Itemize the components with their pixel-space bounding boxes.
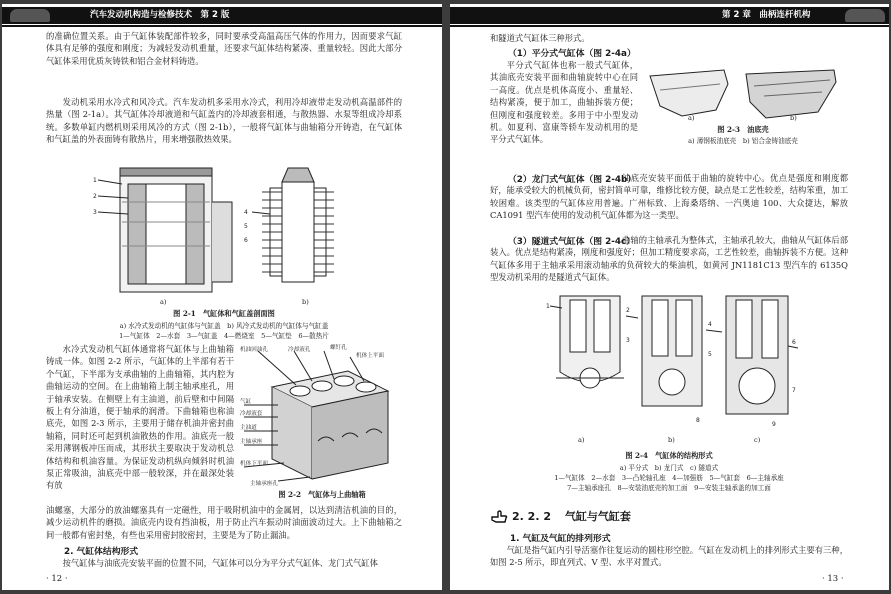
fig21-sub-a: a) [160, 298, 167, 306]
paragraph: 水冷式发动机气缸体通常将气缸体与上曲轴箱铸成一体。如图 2-2 所示，气缸体的上半部有若干个气缸，下半部为支承曲轴的上曲轴箱，其内腔为曲轴运动的空间。在上曲轴箱上制主轴承座孔，用于轴承安装。在侧壁上有主油道，前后壁和中间隔板上有分油道，便于轴承的润滑。下曲轴箱也称油底壳，如图 2-3 所示，主要用于储存机油并密封曲轴箱，同时还可起到机油散热的作用。油底壳一般采用薄钢板冲压而成，其形状主要取决于发动机总体结构和机油容量。为保证发动机纵向倾斜时机油泵正常吸油，油底壳中部一般较深，并在最深处装有放 [46, 344, 234, 491]
fig24-label: 3 [626, 337, 630, 344]
left-header-title: 汽车发动机构造与检修技术 第 2 版 [90, 10, 230, 20]
fig22-label: 机油回油孔 [240, 347, 268, 353]
fig23-note: a) 薄钢板油底壳 b) 铝合金铸油底壳 [688, 137, 798, 145]
subheading-tunnel-type: （3）隧道式气缸体（图 2-4c） [508, 237, 636, 247]
right-header-bar [450, 7, 889, 24]
fig22-label: 主轴承座 [240, 439, 263, 445]
fig24-sub-c: c) [754, 436, 761, 444]
left-page [2, 4, 442, 590]
fig24-label: 8 [696, 417, 700, 424]
paragraph: 按气缸体与油底壳安装平面的位置不同，气缸体可以分为平分式气缸体、龙门式气缸体 [62, 558, 378, 568]
page-number: · 13 · [822, 574, 844, 584]
fig22-label: 机体下平面 [240, 461, 268, 467]
paragraph: 和隧道式气缸体三种形式。 [490, 33, 590, 43]
figure-2-3 [646, 66, 840, 124]
fig22-label: 螺钉孔 [330, 345, 347, 351]
subheading-flat-type: （1）平分式气缸体（图 2-4a） [508, 49, 636, 59]
paragraph: 油底壳安装平面低于曲轴的旋转中心。优点是强度和刚度都好，能承受较大的机械负荷，密封简单可靠，维修比较方便，缺点是工艺性较差，结构笨重，加工较困难。该类型的气缸体应用普遍。广州标致、上海桑塔纳、一汽奥迪 100、大众捷达，解放 CA1091 型汽车使用的发动机气缸体都为这一类型。 [490, 173, 848, 221]
subheading-gantry-type: （2）龙门式气缸体（图 2-4b） [508, 175, 637, 185]
paragraph: 油螺塞，大部分的放油螺塞具有一定磁性，用于吸附机油中的金属屑，以达到清洁机油的目的，减少运动机件的磨损。油底壳内设有挡油板，用于防止汽车振动时油面波动过大。上下曲轴箱之间一般都有密封垫，有些也采用密封胶密封，主要是为了防止漏油。 [46, 505, 402, 540]
fig24-label: 7 [792, 387, 796, 394]
fig22-label: 主轴承座孔 [250, 481, 278, 487]
fig22-label: 主油道 [240, 425, 257, 431]
fig22-caption: 图 2-2 气缸体与上曲轴箱 [278, 490, 366, 499]
fig24-sub-a: a) [578, 436, 585, 444]
page-number: · 12 · [46, 574, 68, 584]
subheading-cylinder-arrangement: 1. 气缸及气缸的排列形式 [510, 534, 611, 544]
paragraph: 的准确位置关系。由于气缸体装配部件较多，同时要承受高温高压气体的作用力，因而要求气缸体具有足够的强度和刚度；为减轻发动机重量，还要求气缸体结构紧凑、重量较轻。因此大部分气缸体采用优质灰铸铁和铝合金材料铸造。 [46, 31, 402, 66]
fig24-note2: 1—气缸体 2—水套 3—凸轮轴孔座 4—加强筋 5—气缸套 6—主轴承座 [554, 474, 784, 482]
right-header-title: 第 2 章 曲柄连杆机构 [722, 10, 811, 20]
fig22-label: 冷却液套 [240, 411, 263, 417]
fig21-note1: a) 水冷式发动机的气缸体与气缸盖 b) 风冷式发动机的气缸体与气缸盖 [119, 322, 329, 330]
fig24-label: 5 [708, 351, 712, 358]
right-header-rule [450, 25, 889, 27]
fig24-label: 4 [708, 321, 712, 328]
figure-2-2 [238, 341, 406, 487]
pointing-hand-icon [490, 508, 508, 524]
fig24-label: 6 [792, 339, 796, 346]
fig24-note3: 7—主轴承座孔 8—安装油底壳的加工面 9—安装主轴承盖的加工面 [567, 484, 771, 492]
left-header-bar [2, 7, 442, 24]
car-logo-icon [845, 9, 885, 22]
fig21-sub-b: b) [302, 298, 309, 306]
car-logo-icon [10, 9, 50, 22]
paragraph: 气缸是指气缸内引导活塞作往复运动的圆柱形空腔。气缸在发动机上的排列形式主要有三种，如图 2-5 所示，即直列式、V 型、水平对置式。 [490, 545, 848, 568]
fig23-caption: 图 2-3 油底壳 [717, 125, 769, 134]
section-title: 气缸与气缸套 [564, 510, 631, 523]
section-heading [512, 508, 631, 524]
paragraph: 曲轴的主轴承孔为整体式，主轴承孔较大，曲轴从气缸体后部装入。优点是结构紧凑，刚度和强度好；但加工精度要求高，工艺性较差，曲轴拆装不方便。这种气缸体多用于主轴承采用滚动轴承的负荷较大的柴油机，如黄河 JN1181C13 型汽车的 6135Q 型发动机采用的是隧道式气缸体。 [490, 235, 848, 283]
fig23-sub-b: b) [790, 114, 797, 122]
fig22-label: 机体上平面 [356, 353, 384, 359]
fig21-label: 5 [244, 223, 248, 230]
fig24-caption: 图 2-4 气缸体的结构形式 [625, 451, 713, 460]
fig24-label: 1 [546, 303, 550, 310]
figure-2-4 [546, 286, 802, 444]
fig21-label: 1 [93, 177, 97, 184]
fig22-label: 冷却液孔 [288, 347, 311, 353]
section-number: 2. 2. 2 [512, 510, 551, 523]
fig21-label: 6 [244, 237, 248, 244]
fig21-caption: 图 2-1 气缸体和气缸盖剖面图 [173, 309, 275, 318]
fig24-sub-b: b) [668, 436, 675, 444]
paragraph: 平分式气缸体也称一般式气缸体，其油底壳安装平面和曲轴旋转中心在同一高度。优点是机体高度小、重量轻、结构紧凑，便于加工，曲轴拆装方便；但刚度和强度较差。多用于中小型发动机。如夏利、富康等轿车发动机用的是平分式气缸体。 [490, 60, 638, 145]
figure-2-1 [92, 162, 352, 304]
fig22-label: 气缸 [240, 399, 252, 405]
fig21-label: 3 [93, 209, 97, 216]
fig21-note2: 1—气缸体 2—水套 3—气缸盖 4—燃烧室 5—气缸垫 6—散热片 [119, 332, 329, 340]
paragraph: 发动机采用水冷式和风冷式。汽车发动机多采用水冷式，利用冷却液带走发动机高温部件的热量（图 2-1a）。其气缸体冷却液道和气缸盖内的冷却液套相通，与散热器、水泵等组成冷却系统。多数单缸内燃机则采用风冷的方式（图 2-1b），一般将气缸体与曲轴箱分开铸造，在气缸体和气缸盖的外表面铸有散热片，用来增强散热效果。 [46, 97, 402, 145]
fig21-label: 2 [93, 193, 97, 200]
fig24-label: 9 [772, 421, 776, 428]
fig21-label: 4 [244, 209, 248, 216]
right-page [450, 4, 889, 590]
left-header-rule [2, 25, 442, 27]
fig24-label: 2 [626, 307, 630, 314]
heading-block-structure: 2. 气缸体结构形式 [64, 547, 139, 557]
fig24-note1: a) 平分式 b) 龙门式 c) 隧道式 [619, 464, 719, 472]
fig23-sub-a: a) [688, 114, 695, 122]
